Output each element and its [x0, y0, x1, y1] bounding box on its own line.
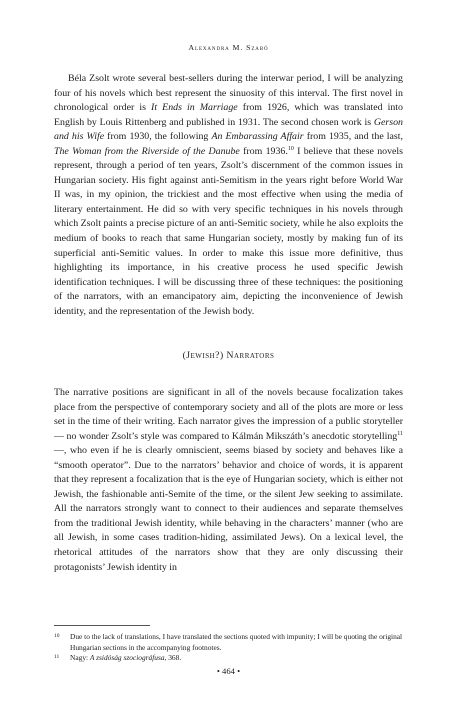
footnote: [54, 653, 403, 664]
footnotes: [54, 632, 403, 664]
footnote-divider: [54, 625, 150, 626]
body-paragraph-2: [54, 386, 403, 575]
footnote-text: Due to the lack of translations, I have translated the sections quoted with impunity; I will be quoting the original Hungarian sections in the accompanying footnotes.: [70, 632, 403, 652]
text-run: from 1926, which was translated into English by Louis Rittenberg and published in 1931. The second chosen work is: [54, 102, 403, 128]
book-title: An Embarassing Affair: [211, 131, 304, 143]
paragraph: [54, 386, 403, 575]
text-run: from 1930, the following: [104, 131, 212, 143]
footnote-number: 10: [54, 633, 60, 639]
page: [54, 0, 403, 708]
cited-title: A zsidóság szociográfusa: [89, 653, 165, 662]
section-heading: (Jewish?) Narrators: [182, 350, 275, 361]
footnote-ref[interactable]: 11: [397, 430, 403, 437]
footnote-text: Nagy:: [70, 653, 90, 662]
running-head: Alexandra M. Szabó: [188, 43, 269, 52]
footnote-text: , 368.: [164, 653, 182, 662]
page-number: • 464 •: [216, 666, 241, 676]
body-paragraph-1: [54, 72, 403, 319]
paragraph: [54, 72, 403, 319]
text-run: I believe that these novels represent, through a period of ten years, Zsolt’s discernment of the common issues in Hungarian society. His fight against anti-Semitism in the years right before World War II was, in my opinion, the trickiest and the most effective when using the media of literary entertainment. He did so with very specific techniques in his novels through which Zsolt paints a precise picture of an anti-Semitic society, while he also exploits the medium of books to reach that same Hungarian society, mostly by making fun of its superficial anti-Semitic values. In order to make this issue more definitive, thus highlighting its importance, in his creative process he used specific Jewish identification techniques. I will be discussing three of these techniques: the positioning of the narrators, with an emancipatory aim, depicting the inconvenience of Jewish identity, and the representation of the Jewish body.: [54, 145, 403, 317]
text-run: Béla Zsolt wrote several best-sellers during the interwar period, I will be analyzing four of his novels which best represent the sinuosity of this interval. The first novel in chronological order is: [54, 73, 403, 114]
footnote-number: 11: [54, 654, 60, 660]
book-title: Gerson and his Wife: [54, 116, 403, 143]
text-run: from 1936.: [239, 145, 288, 157]
book-title: It Ends in Marriage: [151, 102, 238, 114]
footnote: [54, 632, 403, 653]
book-title: The Woman from the Riverside of the Danube: [54, 145, 240, 157]
text-run: The narrative positions are significant in all of the novels because focalization takes place from the perspective of contemporary society and all of the plots are more or less set in the time of their writing. Each narrator gives the impression of a public storyteller — no wonder Zsolt’s style was compared to Kálmán Mikszáth’s anecdotic storytelling: [54, 387, 403, 442]
text-run: —, who even if he is clearly omniscient, seems biased by society and behaves like a “smooth operator”. Due to the narrators’ behavior and choice of words, it is apparent that they represent a focalization that is the eye of Hungarian society, which is either not Jewish, the fashionable anti-Semite of the time, or the silent Jew seeking to assimilate. All the narrators strongly want to connect to their audiences and separate themselves from the traditional Jewish identity, while behaving in the characters’ manner (who are all Jewish, in some cases tradition-hiding, assimilated Jews). On a lexical level, the rhetorical attitudes of the narrators show that they are only discussing their protagonists’ Jewish identity in: [54, 445, 403, 573]
text-run: from 1935, and the last,: [303, 131, 403, 143]
footnote-ref[interactable]: 10: [287, 145, 294, 152]
